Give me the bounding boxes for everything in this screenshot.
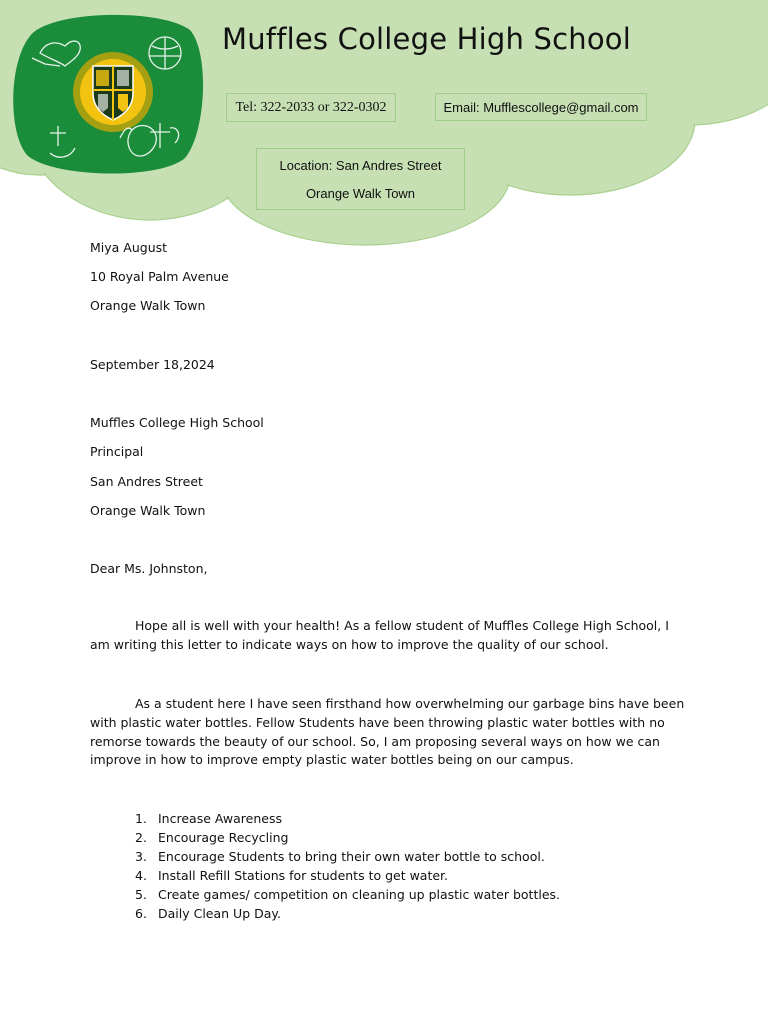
sender-town: Orange Walk Town xyxy=(90,298,206,314)
email-text: Email: Mufflescollege@gmail.com xyxy=(443,99,639,115)
telephone-text: Tel: 322-2033 or 322-0302 xyxy=(235,99,387,115)
paragraph-proposal: As a student here I have seen firsthand how overwhelming our garbage bins have been with plastic water bottles. Fellow Students have been throwing plastic water bottles with no remorse towards the beauty of our school. So, I am proposing several ways on how we can improve in how to improve empty plastic water bottles being on our campus. xyxy=(90,696,685,768)
location-box xyxy=(256,148,465,210)
recipient-org: Muffles College High School xyxy=(90,415,264,431)
list-item: 5. Create games/ competition on cleaning up plastic water bottles. xyxy=(135,886,560,902)
recipient-town: Orange Walk Town xyxy=(90,502,206,518)
list-item: 2. Encourage Recycling xyxy=(135,830,289,846)
list-item: 4. Install Refill Stations for students to get water. xyxy=(135,867,449,883)
proposal-list xyxy=(90,810,690,923)
recipient-title: Principal xyxy=(90,444,144,460)
letter-date: September 18,2024 xyxy=(90,356,215,372)
school-crest-logo xyxy=(10,8,206,176)
telephone-box xyxy=(226,93,396,122)
paragraph-intro: Hope all is well with your health! As a fellow student of Muffles College High School, I am writing this letter to indicate ways on how to improve the quality of our school. xyxy=(90,618,669,653)
list-item: 1. Increase Awareness xyxy=(135,811,282,827)
email-box xyxy=(435,93,647,121)
recipient-street: San Andres Street xyxy=(90,473,203,489)
salutation: Dear Ms. Johnston, xyxy=(90,561,208,577)
sender-address: 10 Royal Palm Avenue xyxy=(90,269,229,285)
sender-name: Miya August xyxy=(90,240,168,255)
school-name-title: Muffles College High School xyxy=(222,22,632,56)
location-line-1: Location: San Andres Street xyxy=(279,157,442,173)
location-line-2: Orange Walk Town xyxy=(305,185,416,201)
letter-body xyxy=(90,238,690,924)
list-item: 3. Encourage Students to bring their own water bottle to school. xyxy=(135,849,545,865)
list-item: 6. Daily Clean Up Day. xyxy=(135,905,281,921)
